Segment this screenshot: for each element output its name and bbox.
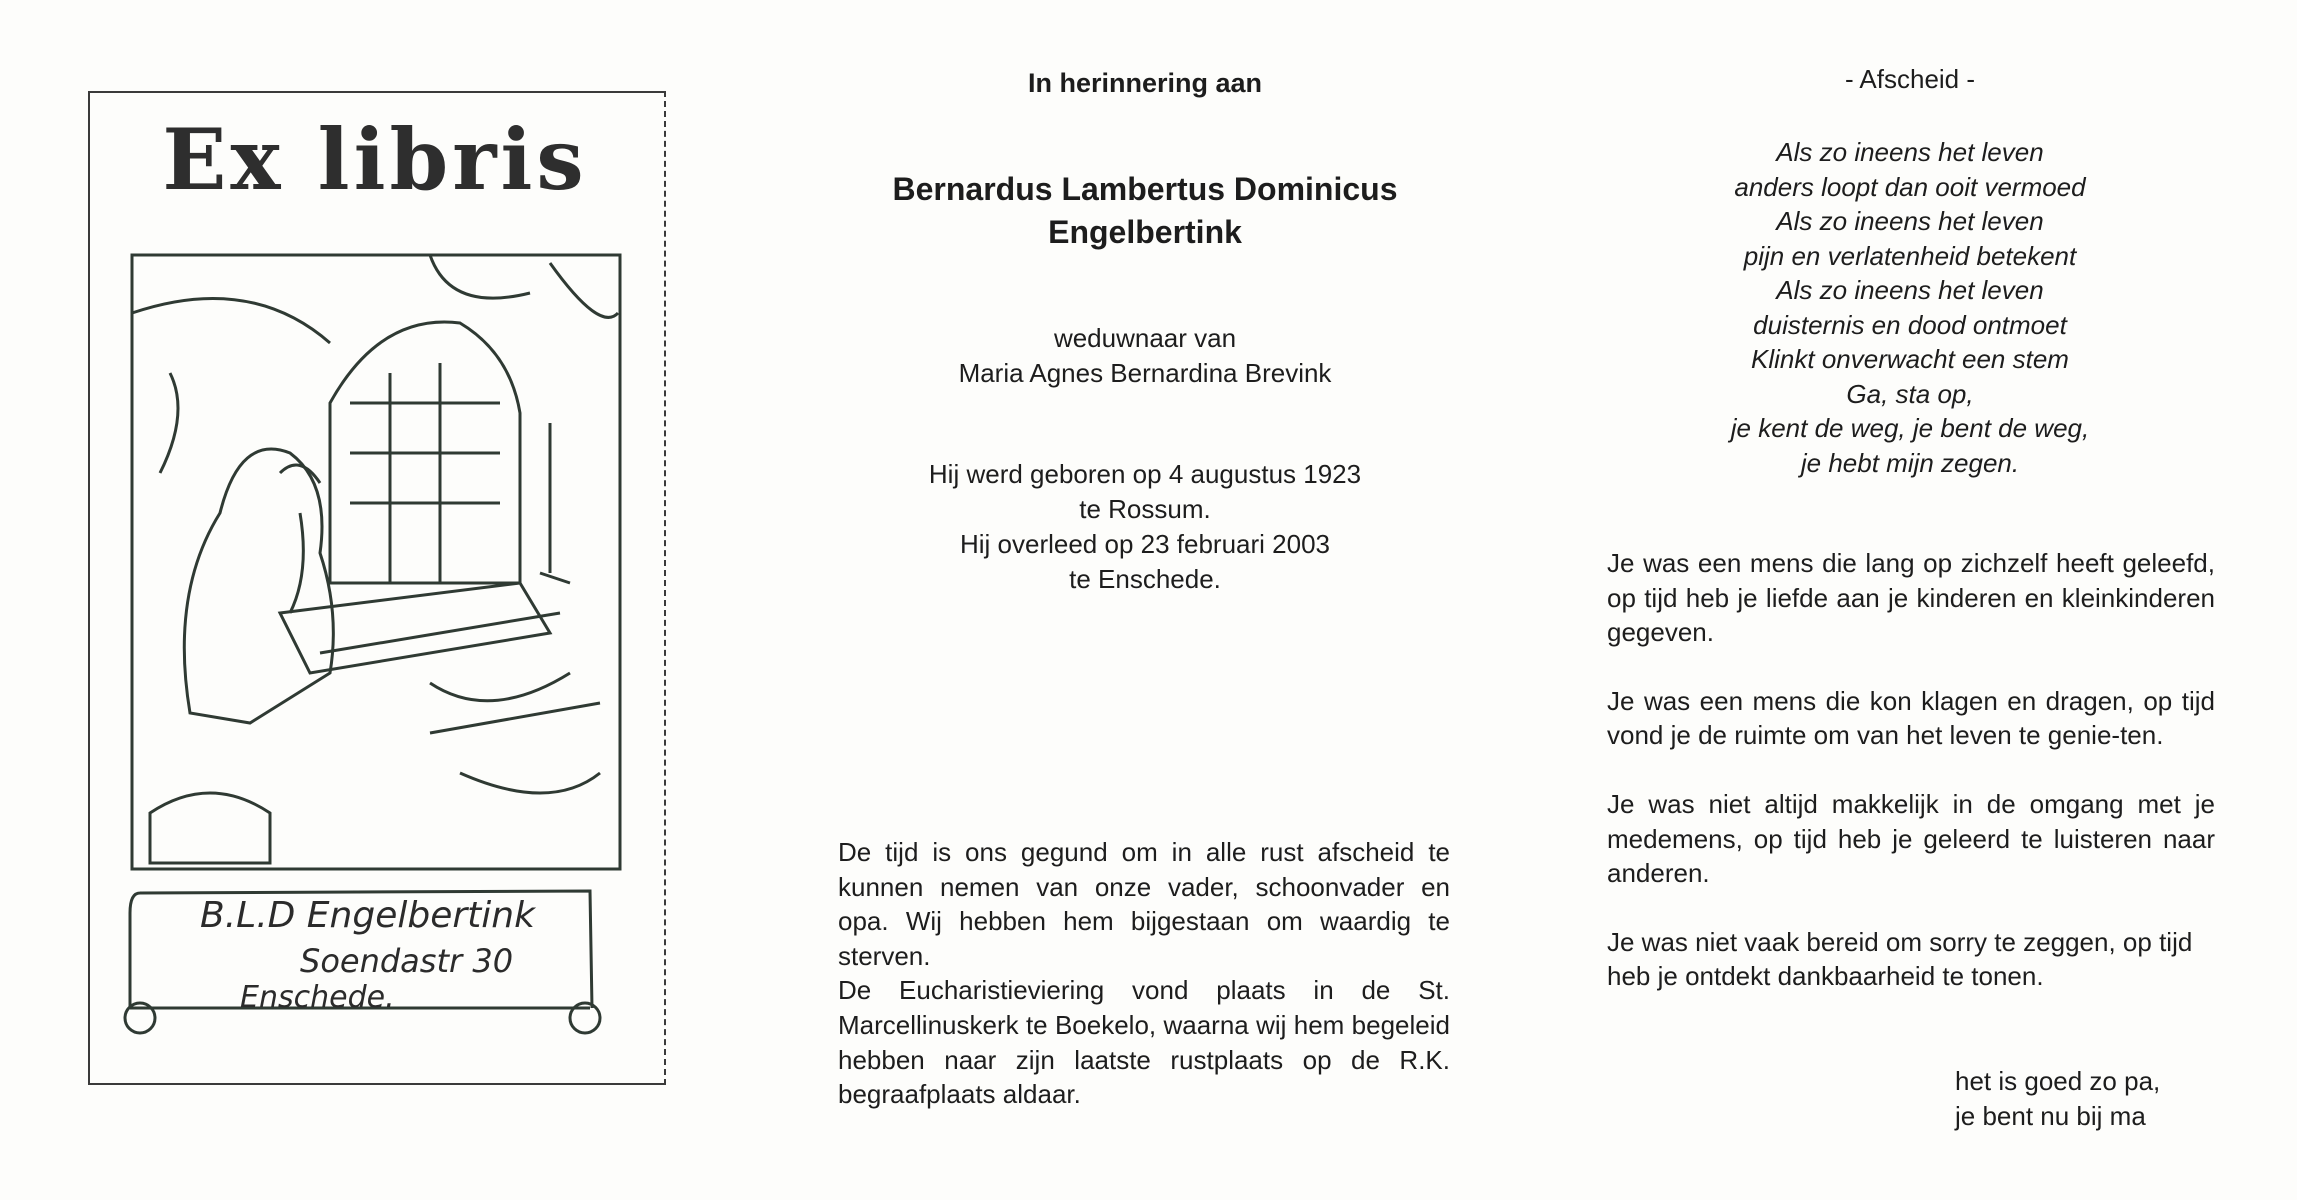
scholar-illustration	[130, 253, 622, 871]
poem-line: je hebt mijn zegen.	[1800, 447, 2020, 478]
widower-block	[830, 321, 1460, 391]
paragraph: Je was een mens die kon klagen en dragen, op tijd vond je de ruimte om van het leven te genie-ten.	[1607, 685, 2215, 751]
closing-line: het is goed zo pa,	[1955, 1066, 2161, 1096]
paragraph: Je was niet vaak bereid om sorry te zeggen, op tijd heb je ontdekt dankbaarheid te tonen.	[1607, 926, 2193, 992]
poem-line: Als zo ineens het leven	[1776, 275, 2044, 305]
deceased-name	[830, 168, 1460, 254]
life-dates	[830, 457, 1460, 597]
name-line-1: Bernardus Lambertus Dominicus	[892, 171, 1398, 207]
poem-line: Als zo ineens het leven	[1776, 137, 2044, 167]
paragraph: De Eucharistieviering vond plaats in de St. Marcellinuskerk te Boekelo, waarna wij hem begeleid hebben naar zijn laatste rustplaats op de R.K. begraafplaats aldaar.	[838, 975, 1450, 1110]
poem-line: Ga, sta op,	[1846, 378, 1974, 409]
paragraph: Je was een mens die lang op zichzelf heeft geleefd, op tijd heb je liefde aan je kinderen en kleinkinderen gegeven.	[1607, 548, 2215, 648]
poem-line: duisternis en dood ontmoet	[1753, 309, 2067, 340]
birth-place: te Rossum.	[1079, 494, 1211, 524]
farewell-text	[838, 835, 1450, 1112]
widower-label: weduwnaar van	[1053, 323, 1237, 353]
name-line-2: Engelbertink	[1048, 214, 1242, 250]
death-line: Hij overleed op 23 februari 2003	[959, 529, 1331, 559]
poem-heading: - Afscheid -	[1844, 64, 1976, 94]
poem-line: pijn en verlatenheid betekent	[1743, 240, 2077, 271]
death-place: te Enschede.	[1069, 564, 1221, 594]
paragraph: De tijd is ons gegund om in alle rust afscheid te kunnen nemen van onze vader, schoonvader en opa. Wij hebben hem bijgestaan om waardig te sterven.	[838, 837, 1450, 971]
closing	[1955, 1064, 2160, 1133]
poem-line: Als zo ineens het leven	[1776, 206, 2044, 236]
poem-line: anders loopt dan ooit vermoed	[1734, 171, 2086, 202]
closing-line: je bent nu bij ma	[1955, 1100, 2146, 1131]
poem-line: Klinkt onverwacht een stem	[1751, 344, 2069, 374]
poem	[1610, 135, 2210, 480]
spouse-name: Maria Agnes Bernardina Brevink	[958, 358, 1332, 388]
bookplate-name: B.L.D Engelbertink	[200, 895, 535, 936]
memorial-heading: In herinnering aan	[1027, 68, 1263, 98]
bookplate-city: Enschede.	[240, 980, 395, 1015]
poem-line: je kent de weg, je bent de weg,	[1730, 413, 2090, 443]
tribute-text	[1607, 546, 2215, 994]
birth-line: Hij werd geboren op 4 augustus 1923	[928, 459, 1362, 489]
paragraph: Je was niet altijd makkelijk in de omgang met je medemens, op tijd heb je geleerd te luisteren naar anderen.	[1607, 788, 2215, 889]
ex-libris-title: Ex libris	[162, 110, 588, 209]
bookplate-street: Soendastr 30	[300, 942, 514, 980]
